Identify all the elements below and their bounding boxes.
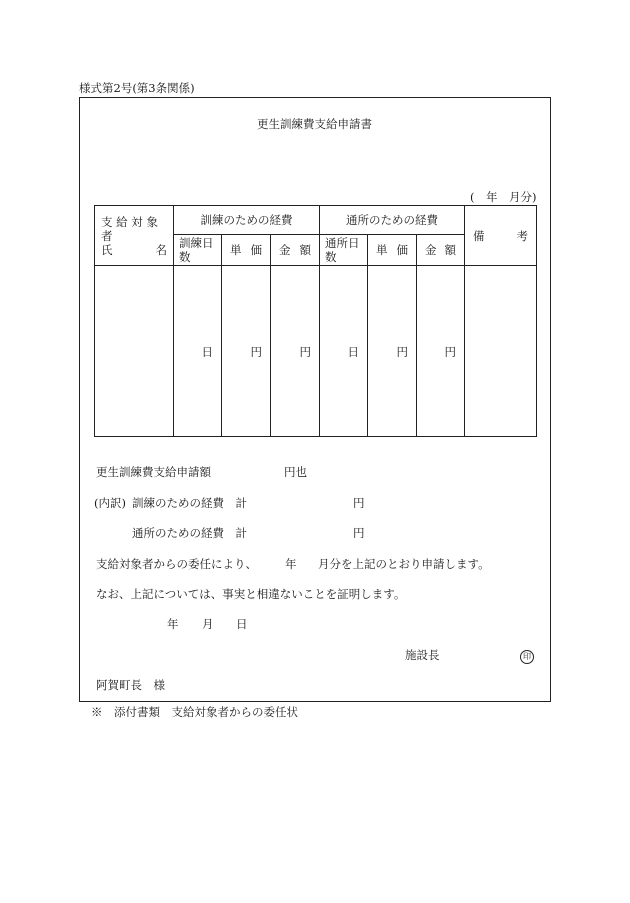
commute-days-line2: 数	[325, 250, 337, 264]
expense-table	[94, 205, 537, 437]
commute-total-label: 通所のための経費 計	[132, 526, 247, 540]
training-amount-header	[271, 235, 320, 266]
name-char-2: 名	[155, 242, 167, 257]
seal-icon: 印	[520, 650, 534, 664]
training-total-label: 訓練のための経費 計	[132, 496, 247, 510]
period-label: ( 年 月分)	[470, 190, 537, 204]
date-year: 年	[167, 617, 179, 631]
delegation-text-2: 月分を上記のとおり申請します。	[318, 557, 490, 571]
commute-amount-header	[417, 235, 465, 266]
application-amount-unit: 円也	[284, 465, 307, 479]
training-days-cell[interactable]: 日	[174, 266, 222, 437]
facility-head-label: 施設長	[405, 648, 440, 662]
training-days-line1: 訓練日	[179, 236, 214, 250]
seal-mark	[520, 648, 534, 664]
commute-amount-cell[interactable]: 円	[417, 266, 465, 437]
attachment-note: ※ 添付書類 支給対象者からの委任状	[91, 705, 298, 719]
recipient-name-cell[interactable]	[95, 266, 174, 437]
commute-unit-price-cell[interactable]: 円	[368, 266, 417, 437]
recipient-header-line1: 支 給 対 象 者	[101, 214, 158, 243]
amount-char-1: 金	[279, 243, 291, 257]
commute-unit-price-header	[368, 235, 417, 266]
training-days-line2: 数	[179, 250, 191, 264]
commute-days-line1: 通所日	[325, 236, 360, 250]
recipient-header	[95, 206, 174, 266]
recipient-header-line2	[101, 243, 167, 257]
remarks-char-2: 考	[516, 228, 528, 243]
unit-price-char-2: 価	[396, 243, 408, 257]
name-char-1: 氏	[101, 242, 113, 257]
breakdown-label: (内訳)	[94, 496, 126, 510]
amount-char-2: 額	[444, 243, 456, 257]
training-unit-price-cell[interactable]: 円	[222, 266, 271, 437]
certification-text: なお、上記については、事実と相違ないことを証明します。	[96, 587, 406, 601]
remarks-cell[interactable]	[465, 266, 537, 437]
application-amount-label: 更生訓練費支給申請額	[96, 465, 211, 479]
unit-price-char-1: 単	[230, 243, 242, 257]
amount-char-2: 額	[299, 243, 311, 257]
commute-expense-header: 通所のための経費	[320, 206, 465, 235]
amount-char-1: 金	[425, 243, 437, 257]
remarks-header	[465, 206, 537, 266]
training-unit-price-header	[222, 235, 271, 266]
commute-days-header	[320, 235, 368, 266]
delegation-year: 年	[285, 557, 297, 571]
date-day: 日	[236, 617, 248, 631]
commute-total-unit: 円	[353, 526, 365, 540]
form-label: 様式第2号(第3条関係)	[79, 81, 195, 95]
delegation-text-1: 支給対象者からの委任により、	[96, 557, 257, 571]
document-title: 更生訓練費支給申請書	[257, 117, 372, 131]
training-expense-header: 訓練のための経費	[174, 206, 320, 235]
unit-price-char-2: 価	[250, 243, 262, 257]
commute-days-cell[interactable]: 日	[320, 266, 368, 437]
training-amount-cell[interactable]: 円	[271, 266, 320, 437]
addressee: 阿賀町長 様	[96, 678, 165, 692]
unit-price-char-1: 単	[376, 243, 388, 257]
training-days-header	[174, 235, 222, 266]
remarks-char-1: 備	[473, 228, 485, 243]
training-total-unit: 円	[353, 496, 365, 510]
date-month: 月	[202, 617, 214, 631]
